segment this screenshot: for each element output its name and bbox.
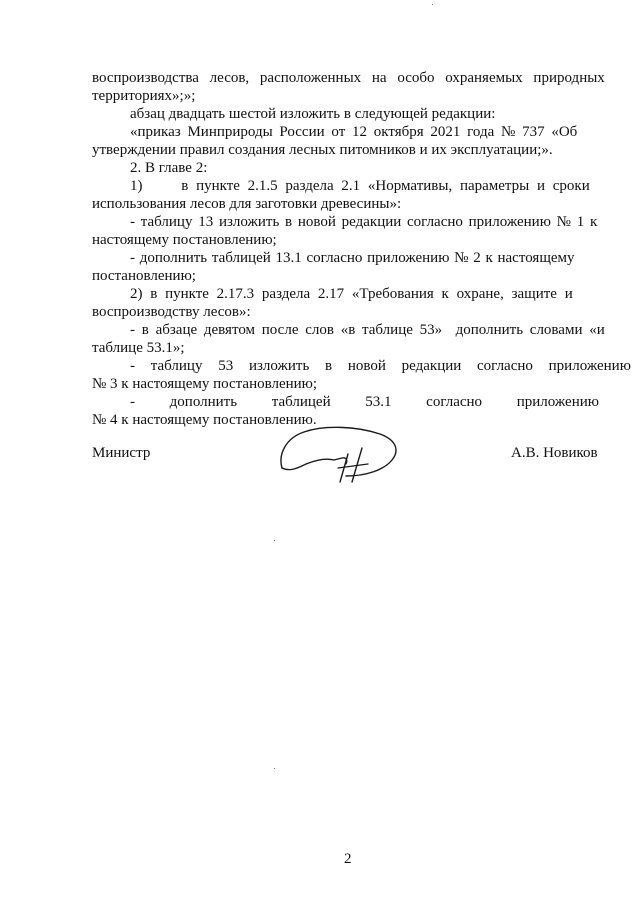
text-line-13: 2) в пункте 2.17.3 раздела 2.17 «Требования к охране, защите и [130, 286, 573, 302]
signatory-title: Министр [92, 445, 151, 461]
text-line-7: 1) в пункте 2.1.5 раздела 2.1 «Нормативы, параметры и сроки [130, 178, 590, 194]
text-line-3: абзац двадцать шестой изложить в следующей редакции: [130, 106, 496, 122]
text-line-15: - в абзаце девятом после слов «в таблице 53» дополнить словами «и [130, 322, 605, 338]
text-line-8: использования лесов для заготовки древесины»: [92, 196, 402, 212]
word-1: - [130, 394, 135, 410]
signatory-name: А.В. Новиков [511, 445, 598, 461]
text-line-12: постановлению; [92, 268, 196, 284]
text-line-9: - таблицу 13 изложить в новой редакции согласно приложению № 1 к [130, 214, 598, 230]
word-6: приложению [516, 394, 599, 410]
text-line-17: - таблицу 53 изложить в новой редакции согласно приложению [130, 358, 631, 374]
page-number: 2 [344, 851, 352, 867]
text-line-14: воспроизводству лесов»: [92, 304, 251, 320]
word-4: 53.1 [365, 394, 392, 410]
text-line-20: № 4 к настоящему постановлению. [92, 412, 317, 428]
text-line-2: территориях»;»; [92, 88, 196, 104]
text-line-4: «приказ Минприроды России от 12 октября 2021 года № 737 «Об [130, 124, 578, 140]
text-line-6: 2. В главе 2: [130, 160, 208, 176]
text-line-18: № 3 к настоящему постановлению; [92, 376, 318, 392]
text-line-11: - дополнить таблицей 13.1 согласно приложению № 2 к настоящему [130, 250, 575, 266]
handwritten-signature [276, 420, 402, 486]
text-line-19-justified [130, 393, 599, 411]
word-3: таблицей [271, 394, 331, 410]
text-line-5: утверждении правил создания лесных питомников и их эксплуатации;». [92, 142, 553, 158]
text-line-10: настоящему постановлению; [92, 232, 277, 248]
word-5: согласно [426, 394, 483, 410]
text-line-1 [92, 69, 605, 87]
scan-speck [274, 540, 275, 541]
text-line-16: таблице 53.1»; [92, 340, 185, 356]
scan-speck [274, 768, 275, 769]
scan-speck [432, 4, 433, 5]
word-2: дополнить [169, 394, 238, 410]
text-line-1-content: воспроизводства лесов, расположенных на особо охраняемых природных [92, 70, 605, 86]
